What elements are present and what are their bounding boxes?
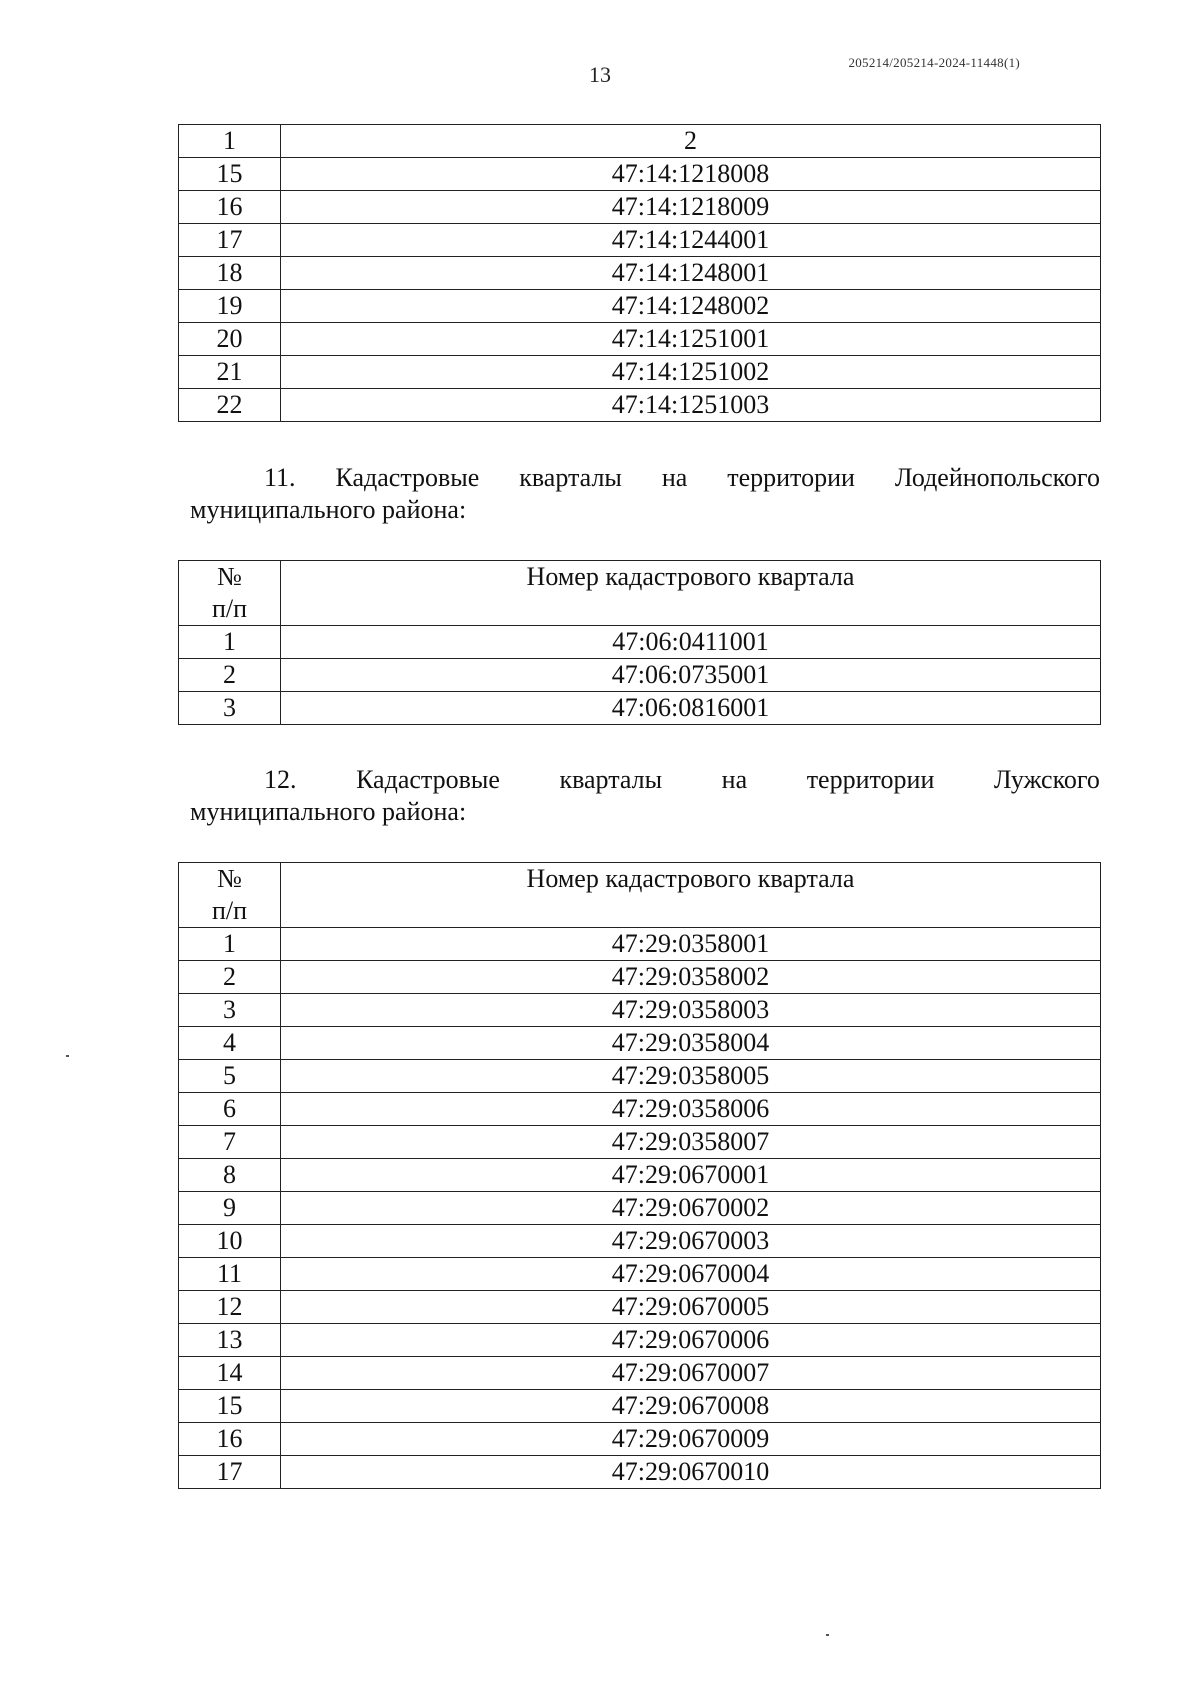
section-11-heading <box>190 462 1100 526</box>
cadastral-quarter-number: 47:29:0358007 <box>281 1126 1101 1159</box>
table-row <box>179 1159 1101 1192</box>
section-11-table <box>178 560 1101 725</box>
cadastral-quarter-number: 47:14:1218009 <box>281 191 1101 224</box>
column-index-2: 2 <box>281 125 1101 158</box>
column-header-number-sign: № <box>217 562 242 591</box>
cadastral-quarter-number: 47:14:1251001 <box>281 323 1101 356</box>
table-row <box>179 323 1101 356</box>
row-number: 13 <box>179 1324 281 1357</box>
table-row <box>179 290 1101 323</box>
table-header-row <box>179 561 1101 626</box>
section-11-word: Кадастровые <box>335 463 480 492</box>
row-number: 3 <box>179 692 281 725</box>
page-number: 13 <box>589 62 611 87</box>
row-number: 15 <box>179 158 281 191</box>
column-header-title: Номер кадастрового квартала <box>281 863 1101 928</box>
section-12-word: территории <box>806 765 935 794</box>
section-11-word: территории <box>727 463 855 492</box>
cadastral-quarter-number: 47:06:0816001 <box>281 692 1101 725</box>
table-row <box>179 1324 1101 1357</box>
table-row <box>179 1192 1101 1225</box>
table-row <box>179 191 1101 224</box>
row-number: 21 <box>179 356 281 389</box>
cadastral-quarter-number: 47:29:0358005 <box>281 1060 1101 1093</box>
row-number: 11 <box>179 1258 281 1291</box>
cadastral-quarter-number: 47:29:0358006 <box>281 1093 1101 1126</box>
section-12-line1 <box>190 764 1100 796</box>
row-number: 1 <box>179 626 281 659</box>
table-row <box>179 1390 1101 1423</box>
section-12-word: Кадастровые <box>356 765 500 794</box>
row-number: 15 <box>179 1390 281 1423</box>
cadastral-quarter-number: 47:14:1248001 <box>281 257 1101 290</box>
section-12-table <box>178 862 1101 1489</box>
section-11-word: на <box>661 463 688 492</box>
cadastral-quarter-number: 47:29:0670009 <box>281 1423 1101 1456</box>
row-number: 19 <box>179 290 281 323</box>
row-number: 4 <box>179 1027 281 1060</box>
cadastral-quarter-number: 47:29:0670003 <box>281 1225 1101 1258</box>
section-12-heading <box>190 764 1100 828</box>
table-header-row <box>179 125 1101 158</box>
table-row <box>179 692 1101 725</box>
row-number: 6 <box>179 1093 281 1126</box>
column-header-number <box>179 561 281 626</box>
cadastral-quarter-number: 47:29:0358004 <box>281 1027 1101 1060</box>
section-12-number: 12. <box>264 765 297 794</box>
row-number: 12 <box>179 1291 281 1324</box>
row-number: 22 <box>179 389 281 422</box>
row-number: 2 <box>179 961 281 994</box>
row-number: 14 <box>179 1357 281 1390</box>
section-12-word: на <box>721 765 748 794</box>
continuation-table <box>178 124 1101 422</box>
table-row <box>179 1258 1101 1291</box>
cadastral-quarter-number: 47:29:0670005 <box>281 1291 1101 1324</box>
table-row <box>179 626 1101 659</box>
column-header-title: Номер кадастрового квартала <box>281 561 1101 626</box>
cadastral-quarter-number: 47:06:0735001 <box>281 659 1101 692</box>
cadastral-quarter-number: 47:14:1251003 <box>281 389 1101 422</box>
section-12-line2: муниципального района: <box>190 797 467 826</box>
column-header-pp: п/п <box>211 594 248 623</box>
table-row <box>179 1456 1101 1489</box>
table-row <box>179 928 1101 961</box>
section-11-line1 <box>190 462 1100 494</box>
section-11-word: кварталы <box>519 463 622 492</box>
table-row <box>179 659 1101 692</box>
row-number: 9 <box>179 1192 281 1225</box>
row-number: 20 <box>179 323 281 356</box>
table-row <box>179 994 1101 1027</box>
row-number: 3 <box>179 994 281 1027</box>
table-row <box>179 257 1101 290</box>
cadastral-quarter-number: 47:29:0670010 <box>281 1456 1101 1489</box>
table-row <box>179 961 1101 994</box>
row-number: 8 <box>179 1159 281 1192</box>
document-id: 205214/205214-2024-11448(1) <box>848 55 1020 70</box>
table-row <box>179 158 1101 191</box>
cadastral-quarter-number: 47:29:0358002 <box>281 961 1101 994</box>
section-12-word: кварталы <box>559 765 663 794</box>
table-row <box>179 1093 1101 1126</box>
table-row <box>179 1225 1101 1258</box>
table-row <box>179 1291 1101 1324</box>
table-row <box>179 1027 1101 1060</box>
table-row <box>179 1060 1101 1093</box>
table-row <box>179 1423 1101 1456</box>
section-11-word: Лодейнопольского <box>894 463 1100 492</box>
scan-speck <box>826 1634 829 1636</box>
row-number: 7 <box>179 1126 281 1159</box>
row-number: 16 <box>179 191 281 224</box>
column-header-number-sign: № <box>217 864 242 893</box>
table-row <box>179 1357 1101 1390</box>
cadastral-quarter-number: 47:29:0358001 <box>281 928 1101 961</box>
table-row <box>179 389 1101 422</box>
column-header-pp: п/п <box>211 896 248 925</box>
section-11-number: 11. <box>264 463 296 492</box>
cadastral-quarter-number: 47:29:0670007 <box>281 1357 1101 1390</box>
row-number: 18 <box>179 257 281 290</box>
table-row <box>179 356 1101 389</box>
cadastral-quarter-number: 47:14:1251002 <box>281 356 1101 389</box>
cadastral-quarter-number: 47:14:1244001 <box>281 224 1101 257</box>
row-number: 10 <box>179 1225 281 1258</box>
row-number: 17 <box>179 1456 281 1489</box>
column-header-number <box>179 863 281 928</box>
cadastral-quarter-number: 47:14:1218008 <box>281 158 1101 191</box>
section-12-word: Лужского <box>993 765 1100 794</box>
cadastral-quarter-number: 47:14:1248002 <box>281 290 1101 323</box>
row-number: 1 <box>179 928 281 961</box>
cadastral-quarter-number: 47:29:0670006 <box>281 1324 1101 1357</box>
scan-speck <box>66 1055 69 1057</box>
row-number: 17 <box>179 224 281 257</box>
cadastral-quarter-number: 47:29:0670008 <box>281 1390 1101 1423</box>
row-number: 16 <box>179 1423 281 1456</box>
section-11-line2: муниципального района: <box>190 495 467 524</box>
table-row <box>179 224 1101 257</box>
cadastral-quarter-number: 47:29:0670004 <box>281 1258 1101 1291</box>
cadastral-quarter-number: 47:29:0670002 <box>281 1192 1101 1225</box>
row-number: 2 <box>179 659 281 692</box>
column-index-1: 1 <box>179 125 281 158</box>
cadastral-quarter-number: 47:29:0358003 <box>281 994 1101 1027</box>
cadastral-quarter-number: 47:06:0411001 <box>281 626 1101 659</box>
cadastral-quarter-number: 47:29:0670001 <box>281 1159 1101 1192</box>
table-row <box>179 1126 1101 1159</box>
table-header-row <box>179 863 1101 928</box>
row-number: 5 <box>179 1060 281 1093</box>
